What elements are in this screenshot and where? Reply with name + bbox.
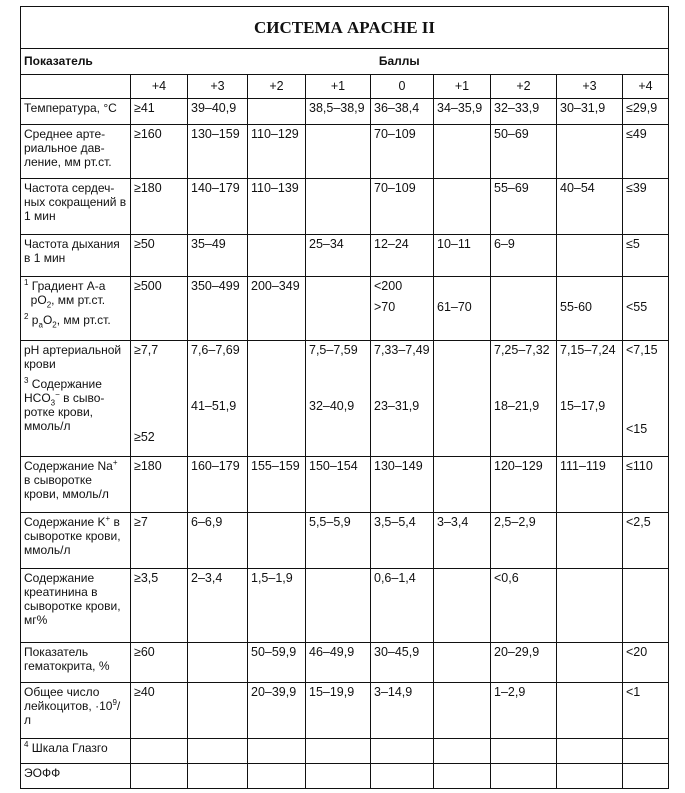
table-cell: 55–69 <box>491 179 557 235</box>
row-label: $^4$ Шкала Глазго <box>21 739 131 764</box>
table-cell <box>557 643 623 683</box>
table-cell <box>491 277 557 341</box>
row-label-part: pH артериальной крови <box>24 343 122 371</box>
table-cell: 120–129 <box>491 457 557 513</box>
table-cell: ≥7 <box>131 513 188 569</box>
table-cell: 111–119 <box>557 457 623 513</box>
table-cell <box>557 125 623 179</box>
table-row-ph-bicarbonate <box>21 341 669 457</box>
table-cell <box>248 99 306 125</box>
points-cell: +2 <box>248 75 306 99</box>
table-cell: 1–2,9 <box>491 683 557 739</box>
table-cell <box>623 764 669 789</box>
table-cell: 3–14,9 <box>371 683 434 739</box>
points-row-blank <box>21 75 131 99</box>
table-cell: ≥50 <box>131 235 188 277</box>
table-cell: ≤29,9 <box>623 99 669 125</box>
table-row-respiratory-rate <box>21 235 669 277</box>
table-cell: 2–3,4 <box>188 569 248 643</box>
table-cell: 40–54 <box>557 179 623 235</box>
table-cell: 6–6,9 <box>188 513 248 569</box>
row-label: Содержание креатинина в сыворотке крови, мг% <box>21 569 131 643</box>
table-cell: ≥180 <box>131 179 188 235</box>
table-row-heart-rate <box>21 179 669 235</box>
table-cell <box>248 764 306 789</box>
points-cell: +3 <box>188 75 248 99</box>
row-label <box>21 341 131 457</box>
table-cell: 25–34 <box>306 235 371 277</box>
table-cell <box>371 764 434 789</box>
table-cell: 3–3,4 <box>434 513 491 569</box>
table-cell: ≥160 <box>131 125 188 179</box>
points-header: Баллы <box>131 49 669 75</box>
table-cell: 61–70 <box>434 277 491 341</box>
table-cell: <200 >70 <box>371 277 434 341</box>
header-row <box>21 49 669 75</box>
table-cell: 7,25–7,32 18–21,9 <box>491 341 557 457</box>
table-cell: 12–24 <box>371 235 434 277</box>
row-label: Среднее арте-риальное дав-ление, мм рт.ст. <box>21 125 131 179</box>
row-label: ЭОФФ <box>21 764 131 789</box>
table-cell: ≤5 <box>623 235 669 277</box>
table-cell: ≥60 <box>131 643 188 683</box>
row-label-part: $^2$ $p_aO_2$, мм рт.ст. <box>24 312 111 330</box>
table-cell <box>306 764 371 789</box>
table-cell: ≤49 <box>623 125 669 179</box>
table-cell <box>491 739 557 764</box>
points-cell: +2 <box>491 75 557 99</box>
table-row-hematocrit <box>21 643 669 683</box>
table-cell: 20–29,9 <box>491 643 557 683</box>
row-label: Содержание Na+ в сыворотке крови, ммоль/л <box>21 457 131 513</box>
table-cell: ≥40 <box>131 683 188 739</box>
table-cell: 38,5–38,9 <box>306 99 371 125</box>
table-cell: 50–69 <box>491 125 557 179</box>
apache-ii-table <box>20 6 669 789</box>
table-cell: 36–38,4 <box>371 99 434 125</box>
title-row <box>21 7 669 49</box>
table-cell: <0,6 <box>491 569 557 643</box>
table-cell: 70–109 <box>371 125 434 179</box>
table-row-oxygenation <box>21 277 669 341</box>
table-cell: <55 <box>623 277 669 341</box>
table-cell: ≥180 <box>131 457 188 513</box>
table-cell: <7,15 <15 <box>623 341 669 457</box>
table-cell <box>131 739 188 764</box>
table-cell: 110–139 <box>248 179 306 235</box>
table-cell <box>371 739 434 764</box>
table-cell: 155–159 <box>248 457 306 513</box>
table-cell <box>623 569 669 643</box>
table-cell: ≥500 <box>131 277 188 341</box>
row-label: Частота дыхания в 1 мин <box>21 235 131 277</box>
table-row-glasgow <box>21 739 669 764</box>
table-cell: <2,5 <box>623 513 669 569</box>
table-cell <box>434 643 491 683</box>
table-cell <box>434 179 491 235</box>
table-cell <box>434 739 491 764</box>
table-cell <box>248 739 306 764</box>
table-row-map <box>21 125 669 179</box>
row-label <box>21 277 131 341</box>
row-label: Показатель гематокрита, % <box>21 643 131 683</box>
points-cell: +3 <box>557 75 623 99</box>
table-cell <box>188 739 248 764</box>
table-cell <box>434 764 491 789</box>
table-cell <box>306 739 371 764</box>
table-cell <box>557 764 623 789</box>
table-cell: 7,5–7,59 32–40,9 <box>306 341 371 457</box>
points-cell: +4 <box>623 75 669 99</box>
table-cell <box>434 457 491 513</box>
table-row-sodium <box>21 457 669 513</box>
table-cell: 1,5–1,9 <box>248 569 306 643</box>
table-cell <box>188 683 248 739</box>
table-cell <box>306 277 371 341</box>
table-cell: 0,6–1,4 <box>371 569 434 643</box>
table-cell: 20–39,9 <box>248 683 306 739</box>
table-cell <box>248 341 306 457</box>
table-row-temperature <box>21 99 669 125</box>
table-cell: 5,5–5,9 <box>306 513 371 569</box>
table-cell: 34–35,9 <box>434 99 491 125</box>
table-cell: 55-60 <box>557 277 623 341</box>
table-cell <box>248 235 306 277</box>
points-cell: +1 <box>434 75 491 99</box>
table-row-potassium <box>21 513 669 569</box>
row-label: Частота сердеч-ных сокращений в 1 мин <box>21 179 131 235</box>
row-label-part: $^3$ Содержание $HCO_3^-$ в сыво-ротке крови, ммоль/л <box>24 376 105 433</box>
row-label-part: $^1$ Градиент A-a <box>24 278 106 293</box>
table-title: СИСТЕМА APACHE II <box>21 7 669 49</box>
table-cell: 50–59,9 <box>248 643 306 683</box>
table-cell: 39–40,9 <box>188 99 248 125</box>
table-cell <box>557 569 623 643</box>
table-cell: 10–11 <box>434 235 491 277</box>
table-cell: 7,6–7,69 41–51,9 <box>188 341 248 457</box>
table-cell <box>188 764 248 789</box>
table-cell <box>557 739 623 764</box>
points-cell: 0 <box>371 75 434 99</box>
table-cell: ≥41 <box>131 99 188 125</box>
table-cell: 160–179 <box>188 457 248 513</box>
table-row-wbc <box>21 683 669 739</box>
table-cell: 46–49,9 <box>306 643 371 683</box>
row-label: Содержание K+ в сыворотке крови, ммоль/л <box>21 513 131 569</box>
table-cell: 6–9 <box>491 235 557 277</box>
table-cell <box>434 341 491 457</box>
table-row-creatinine <box>21 569 669 643</box>
table-cell: 35–49 <box>188 235 248 277</box>
table-cell <box>188 643 248 683</box>
table-cell: 30–45,9 <box>371 643 434 683</box>
points-cell: +4 <box>131 75 188 99</box>
table-cell <box>557 513 623 569</box>
table-cell: 350–499 <box>188 277 248 341</box>
table-cell: 140–179 <box>188 179 248 235</box>
table-cell: 7,33–7,49 23–31,9 <box>371 341 434 457</box>
table-cell <box>248 513 306 569</box>
table-cell <box>434 683 491 739</box>
table-cell: <20 <box>623 643 669 683</box>
table-row-eoff <box>21 764 669 789</box>
row-label: Температура, °C <box>21 99 131 125</box>
table-cell: 200–349 <box>248 277 306 341</box>
table-cell <box>434 569 491 643</box>
table-cell: 7,15–7,24 15–17,9 <box>557 341 623 457</box>
table-cell: 70–109 <box>371 179 434 235</box>
table-cell <box>557 235 623 277</box>
table-cell <box>491 764 557 789</box>
table-cell: 30–31,9 <box>557 99 623 125</box>
row-label: Общее число лейкоцитов, $\cdot 10^9/л$ <box>21 683 131 739</box>
table-cell: 110–129 <box>248 125 306 179</box>
row-label-part: $pO_2$, мм рт.ст. <box>30 293 106 310</box>
table-cell: 130–159 <box>188 125 248 179</box>
table-cell: 3,5–5,4 <box>371 513 434 569</box>
table-cell: ≤110 <box>623 457 669 513</box>
table-cell <box>623 739 669 764</box>
table-cell <box>434 125 491 179</box>
table-cell: <1 <box>623 683 669 739</box>
table-cell: 150–154 <box>306 457 371 513</box>
points-cell: +1 <box>306 75 371 99</box>
table-cell <box>306 179 371 235</box>
table-cell: 15–19,9 <box>306 683 371 739</box>
table-cell: 32–33,9 <box>491 99 557 125</box>
indicator-header: Показатель <box>21 49 131 75</box>
table-cell <box>306 125 371 179</box>
table-cell: ≥7,7 ≥52 <box>131 341 188 457</box>
table-cell: 2,5–2,9 <box>491 513 557 569</box>
table-cell: ≥3,5 <box>131 569 188 643</box>
points-row <box>21 75 669 99</box>
table-cell <box>557 683 623 739</box>
table-cell <box>131 764 188 789</box>
table-cell: ≤39 <box>623 179 669 235</box>
table-cell: 130–149 <box>371 457 434 513</box>
table-cell <box>306 569 371 643</box>
